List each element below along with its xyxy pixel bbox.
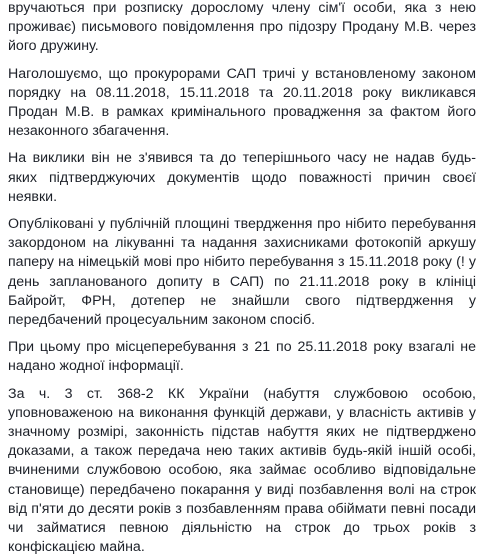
- paragraph-summons-dates: Наголошуємо, що прокурорами САП тричі у встановленому законом порядку на 08.11.2018, 15.11.2018 та 20.11.2018 року викликався Продан М.В. в рамках кримінального провадження за фактом його незаконного збагачення.: [8, 65, 476, 140]
- paragraph-criminal-code: За ч. 3 ст. 368-2 КК України (набуття службовою особою, уповноваженою на виконання функцій держави, у власність активів у значному розмірі, законність підстав набуття яких не підтверджено доказами, а також передача нею таких активів будь-якій іншій особі, вчиненими службовою особою, яка займає особливо відповідальне становище) передбачено покарання у виді позбавлення волі на строк від п'яти до десяти років з позбавленням права обіймати певні посади чи займатися певною діяльністю на строк до трьох років з конфіскацією майна.: [8, 385, 476, 556]
- paragraph-treatment-claims: Опубліковані у публічній площині твердження про нібито перебування закордоном на лікуванні та надання захисниками фотокопій аркушу паперу на німецькій мові про нібито перебування з 15.11.2018 року (! у день запланованого допиту в САП) по 21.11.2018 року в клініці Байройт, ФРН, дотепер не знайшли свого підтвердження у передбачений процесуальним законом спосіб.: [8, 216, 476, 329]
- paragraph-notice-delivery: вручаються при розписку дорослому члену сім'ї особи, яка з нею проживає) письмового повідомлення про підозру Продану М.В. через його дружину.: [8, 0, 476, 55]
- paragraph-no-show: На виклики він не з'явився та до теперішнього часу не надав будь-яких підтверджуючих документів щодо поважності причин своєї неявки.: [8, 150, 476, 205]
- paragraph-whereabouts: При цьому про місцеперебування з 21 по 25.11.2018 року взагалі не надано жодної інформації.: [8, 339, 476, 375]
